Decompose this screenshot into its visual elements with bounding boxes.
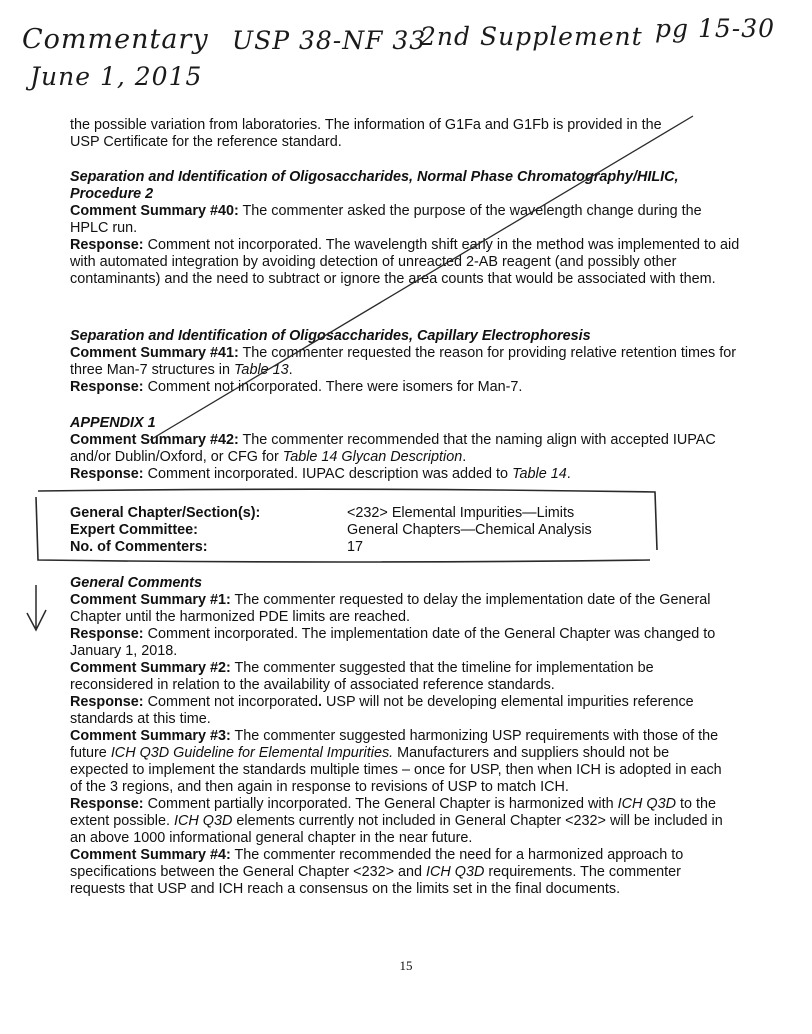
intro-paragraph	[70, 117, 740, 151]
comment-4: Comment Summary #4: The commenter recommended the need for a harmonized approach to specifications between the General Chapter <232> and ICH Q3D requirements. The commenter requests that USP and ICH reach a consensus on the limits set in the final documents.	[70, 847, 684, 897]
section-appendix	[70, 415, 740, 483]
chapter-section-value: <232> Elemental Impurities—Limits	[347, 505, 575, 521]
handwritten-supplement: 2nd Supplement	[420, 22, 643, 51]
handwritten-publication: USP 38-NF 33	[232, 26, 427, 55]
handwritten-arrow	[27, 585, 46, 630]
commenters-label: No. of Commenters:	[70, 539, 208, 555]
response-41: Response: Comment not incorporated. There were isomers for Man-7.	[70, 379, 523, 395]
page-number: 15	[399, 958, 413, 973]
handwritten-title: Commentary	[22, 24, 209, 55]
expert-committee-label: Expert Committee:	[70, 522, 198, 538]
comment-2: Comment Summary #2: The commenter suggested that the timeline for implementation be reconsidered in relation to the availability of associated reference standards.	[70, 660, 654, 693]
response-2: Response: Comment not incorporated. USP will not be developing elemental impurities reference standards at this time.	[70, 694, 694, 727]
response-1: Response: Comment incorporated. The implementation date of the General Chapter was changed to January 1, 2018.	[70, 626, 716, 659]
chapter-section-label: General Chapter/Section(s):	[70, 505, 261, 521]
section-heading: Separation and Identification of Oligosaccharides, Normal Phase Chromatography/HILIC, Procedure 2	[70, 169, 679, 202]
intro-line-1: the possible variation from laboratories. The information of G1Fa and G1Fb is provided in the	[70, 117, 662, 133]
response-3: Response: Comment partially incorporated. The General Chapter is harmonized with ICH Q3D to the extent possible. ICH Q3D elements currently not included in General Chapter <232> will be included in an above 1000 informational general chapter in the near future.	[70, 796, 723, 846]
commenters-value: 17	[347, 539, 364, 555]
section-ce	[70, 328, 740, 396]
section-general-comments	[70, 575, 730, 898]
chapter-section-row	[70, 505, 592, 522]
section-heading: Separation and Identification of Oligosaccharides, Capillary Electrophoresis	[70, 328, 591, 344]
comment-41: Comment Summary #41: The commenter requested the reason for providing relative retention times for three Man-7 structures in Table 13.	[70, 345, 737, 378]
section-hilic	[70, 169, 740, 288]
handwritten-date: June 1, 2015	[30, 62, 203, 91]
comment-1: Comment Summary #1: The commenter requested to delay the implementation date of the General Chapter until the harmonized PDE limits are reached.	[70, 592, 711, 625]
comment-3: Comment Summary #3: The commenter suggested harmonizing USP requirements with those of the future ICH Q3D Guideline for Elemental Impurities. Manufacturers and suppliers should not be expected to implement the standards multiple times – once for USP, then when ICH is adopted in each of the 3 regions, and then again in response to revisions of USP to match ICH.	[70, 728, 722, 795]
expert-committee-row	[70, 522, 592, 539]
handwritten-pages: pg 15-30	[655, 14, 776, 43]
comment-40: Comment Summary #40: The commenter asked the purpose of the wavelength change during the HPLC run.	[70, 203, 702, 236]
response-40: Response: Comment not incorporated. The wavelength shift early in the method was implemented to aid with automated integration by avoiding detection of unreacted 2-AB reagent (and possibly other contaminants) and the need to subtract or ignore the area counts that would be associated with them.	[70, 237, 740, 287]
section-heading: General Comments	[70, 575, 202, 591]
intro-line-2: USP Certificate for the reference standard.	[70, 134, 342, 150]
expert-committee-value: General Chapters—Chemical Analysis	[347, 522, 592, 538]
commenters-row	[70, 539, 592, 556]
comment-42: Comment Summary #42: The commenter recommended that the naming align with accepted IUPAC and/or Dublin/Oxford, or CFG for Table 14 Glycan Description.	[70, 432, 716, 465]
chapter-info-table	[70, 505, 592, 556]
section-heading: APPENDIX 1	[70, 415, 156, 431]
response-42: Response: Comment incorporated. IUPAC description was added to Table 14.	[70, 466, 571, 482]
